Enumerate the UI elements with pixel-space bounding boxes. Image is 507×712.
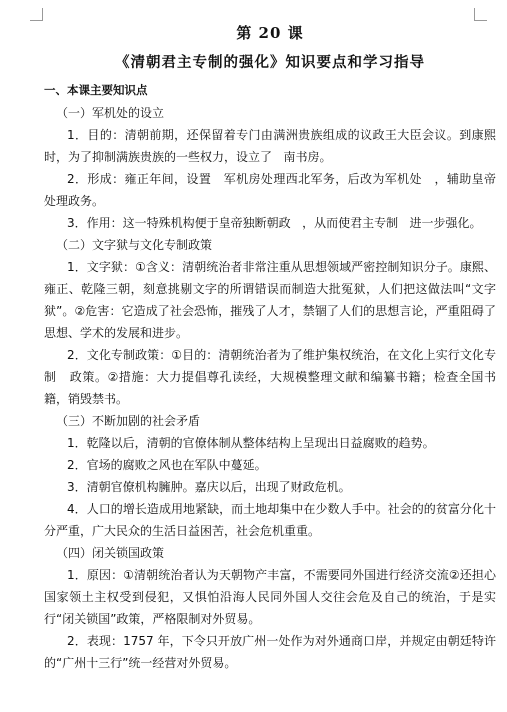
lesson-number: 第 20 课 [236,24,304,42]
section-heading: 一、本课主要知识点 [44,83,148,97]
paragraph: 2．文化专制政策：①目的：清朝统治者为了维护集权统治，在文化上实行文化专制 政策。②措施：大力提倡尊孔读经，大规模整理文献和编纂书籍；检查全国书籍，销毁禁书。 [44,348,496,406]
page-corner-mark-right [474,8,487,21]
paragraph: 2．形成：雍正年间，设置 军机房处理西北军务，后改为军机处 ，辅助皇帝 处理政务。 [44,172,507,208]
paragraph: 2．官场的腐败之风也在军队中蔓延。 [67,458,267,472]
subsection-social-conflicts [44,410,496,542]
paragraph: 1．原因：①清朝统治者认为天朝物产丰富，不需要同外国进行经济交流②还担心国家领土主权受到侵犯，又惧怕沿海人民同外国人交往会危及自己的统治，于是实行“闭关锁国”政策，严格限制对外贸易。 [44,568,496,626]
subsection-heading: （四）闭关锁国政策 [56,546,165,560]
subsection-closed-door-policy [44,542,496,674]
subsection-heading: （一）军机处的设立 [56,106,165,120]
document-title: 《清朝君主专制的强化》知识要点和学习指导 [115,54,425,71]
subsection-literary-inquisition [44,234,496,410]
paragraph: 4．人口的增长造成用地紧缺，而土地却集中在少数人手中。社会的的贫富分化十分严重，广大民众的生活日益困苦，社会危机重重。 [44,502,496,538]
paragraph: 1．目的：清朝前期，还保留着专门由满洲贵族组成的议政王大臣会议。到康熙时，为了抑制满族贵族的一些权力，设立了 南书房。 [44,128,496,164]
subsection-heading: （三）不断加剧的社会矛盾 [56,414,201,428]
subsection-military-council [44,102,507,234]
document-page [44,22,507,674]
paragraph: 3．清朝官僚机构臃肿。嘉庆以后，出现了财政危机。 [67,480,351,494]
paragraph: 2．表现：1757 年，下令只开放广州一处作为对外通商口岸，并规定由朝廷特许的“广州十三行”统一经营对外贸易。 [44,634,496,670]
paragraph: 1．文字狱：①含义：清朝统治者非常注重从思想领域严密控制知识分子。康熙、雍正、乾隆三朝，刻意挑剔文字的所谓错误而制造大批冤狱，人们把这做法叫“文字狱”。②危害：它造成了社会恐怖，摧残了人才，禁锢了人们的思想言论，严重阻碍了思想、学术的发展和进步。 [44,260,496,340]
subsection-heading: （二）文字狱与文化专制政策 [56,238,213,252]
paragraph: 3．作用：这一特殊机构便于皇帝独断朝政 ，从而使君主专制 进一步强化。 [67,216,482,230]
paragraph: 1．乾隆以后，清朝的官僚体制从整体结构上呈现出日益腐败的趋势。 [67,436,435,450]
page-corner-mark-left [30,8,43,21]
